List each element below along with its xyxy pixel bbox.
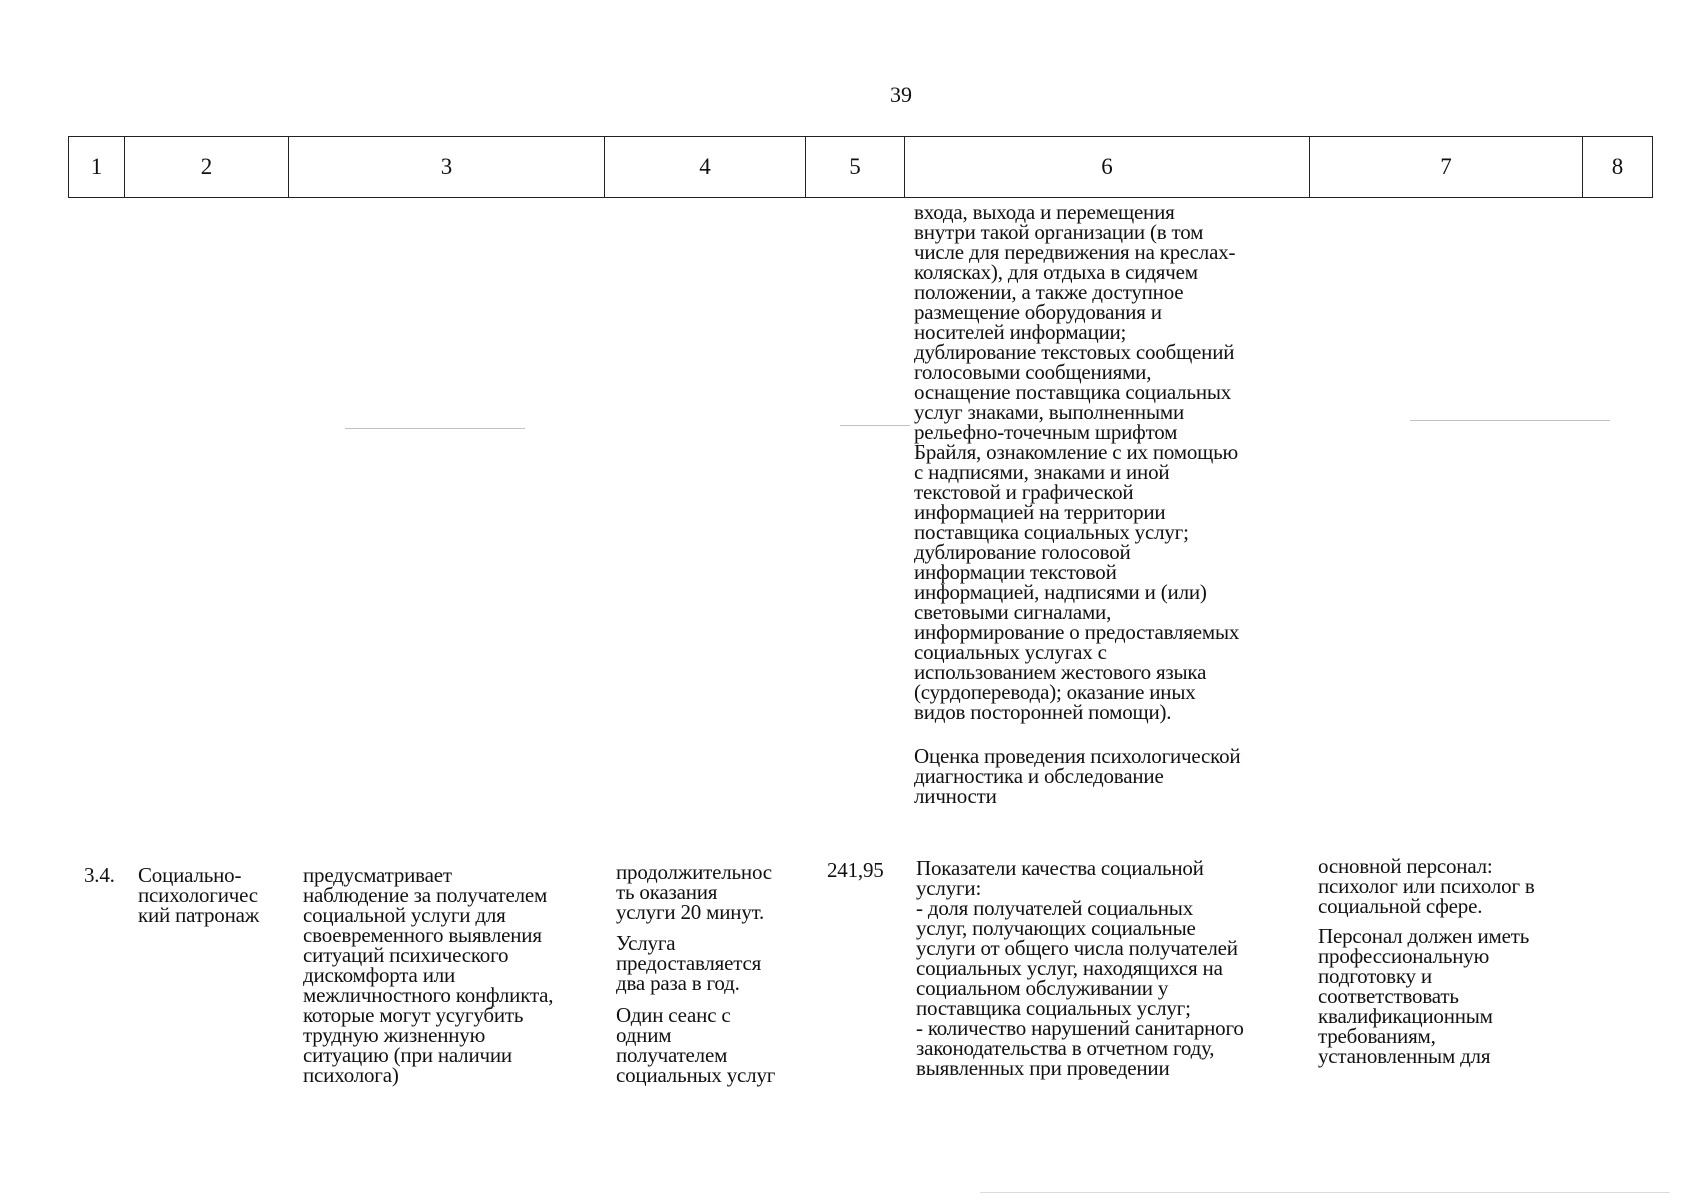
service-terms-1: продолжительнос ть оказания услуги 20 минут. [616, 860, 772, 924]
header-cell-2: 2 [125, 136, 289, 198]
continued-col6-text2: Оценка проведения психологической диагностика и обследование личности [914, 744, 1241, 808]
scan-artifact [345, 428, 525, 429]
page-number: 39 [890, 82, 912, 107]
row-number: 3.4. [84, 863, 115, 887]
header-cell-4: 4 [605, 136, 806, 198]
quality-indicators: Показатели качества социальной услуги: - доля получателей социальных услуг, получающих социальные услуги от общего числа получателей социальных услуг, находящихся на социальном обслуживании у поставщика социальных услуг; - количество нарушений санитарного законодательства в отчетном году, выявленных при проведении [916, 856, 1244, 1080]
service-terms-2: Услуга предоставляется два раза в год. [616, 931, 762, 995]
scan-artifact [1410, 420, 1610, 421]
header-cell-7: 7 [1310, 136, 1583, 198]
service-description: предусматривает наблюдение за получателем социальной услуги для своевременного выявления ситуаций психического дискомфорта или межличностного конфликта, которые могут усугубить трудную жизненную ситуацию (при наличии психолога) [303, 863, 554, 1087]
service-terms-3: Один сеанс с одним получателем социальных услуг [616, 1003, 776, 1087]
header-cell-1: 1 [68, 136, 125, 198]
service-name: Социально- психологичес кий патронаж [138, 863, 260, 927]
header-cell-3: 3 [289, 136, 605, 198]
scan-artifact [840, 425, 910, 426]
header-cell-8: 8 [1583, 136, 1653, 198]
header-cell-5: 5 [806, 136, 905, 198]
scan-artifact [980, 1192, 1670, 1193]
service-tariff: 241,95 [827, 858, 884, 882]
staff-requirements-2: Персонал должен иметь профессиональную подготовку и соответствовать квалификационным требованиям, установленным для [1318, 924, 1530, 1068]
continued-col6-text: входа, выхода и перемещения внутри такой организации (в том числе для передвижения на креслах- колясках), для отдыха в сидячем положении, а также доступное размещение оборудования и носителей информации; дублирование текстовых сообщений голосовыми сообщениями, оснащение поставщика социальных услуг знаками, выполненными рельефно-точечным шрифтом Брайля, ознакомление с их помощью с надписями, знаками и иной текстовой и графической информацией на территории поставщика социальных услуг; дублирование голосовой информации текстовой информацией, надписями и (или) световыми сигналами, информирование о предоставляемых социальных услугах с использованием жестового языка (сурдоперевода); оказание иных видов посторонней помощи). [914, 200, 1240, 724]
header-cell-6: 6 [905, 136, 1310, 198]
staff-requirements-1: основной персонал: психолог или психолог в социальной сфере. [1318, 854, 1535, 918]
